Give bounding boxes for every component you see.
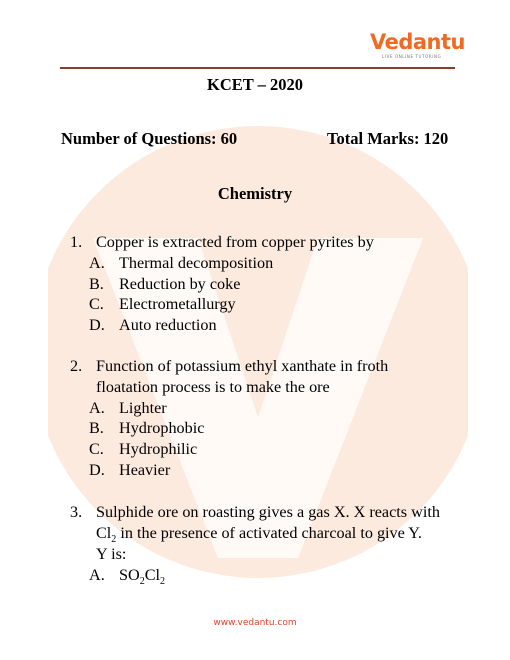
- option-text: Lighter: [119, 399, 167, 417]
- option-text: Reduction by coke: [119, 275, 241, 293]
- option-letter: B.: [89, 275, 104, 293]
- subscript: 2: [160, 576, 165, 588]
- header-rule: [60, 67, 455, 69]
- option-text: Thermal decomposition: [119, 254, 274, 272]
- question-text-line-3: Y is:: [96, 545, 127, 563]
- option-text: [119, 565, 165, 593]
- question-count: Number of Questions: 60: [61, 129, 238, 148]
- question-text-line-2: floatation process is to make the ore: [96, 378, 330, 396]
- subscript: 2: [139, 576, 145, 588]
- option-letter: A.: [89, 254, 105, 272]
- total-marks: Total Marks: 120: [327, 129, 449, 148]
- chem-part: Cl: [144, 566, 160, 584]
- chem-element: Cl: [96, 524, 112, 542]
- option-letter: A.: [89, 566, 105, 584]
- option-letter: D.: [89, 461, 105, 479]
- option-letter: D.: [89, 316, 105, 334]
- question-number: 2.: [70, 357, 83, 375]
- subscript: 2: [111, 534, 117, 546]
- option-text: Hydrophobic: [119, 419, 205, 437]
- chem-part: SO: [119, 566, 140, 584]
- logo-wordmark: Vedantu: [370, 30, 465, 54]
- option-letter: A.: [89, 399, 105, 417]
- question-text-line-1: Function of potassium ethyl xanthate in froth: [96, 357, 389, 375]
- option-text: Hydrophilic: [119, 440, 198, 458]
- question-number: 3.: [70, 503, 83, 521]
- vedantu-logo: [368, 28, 465, 62]
- question-text-line-2: [96, 523, 422, 551]
- option-letter: C.: [89, 295, 104, 313]
- logo-tagline: LIVE ONLINE TUTORING: [382, 54, 442, 59]
- question-text: Copper is extracted from copper pyrites by: [96, 233, 374, 251]
- chem-text: in the presence of activated charcoal to give Y.: [116, 524, 422, 542]
- question-number: 1.: [70, 233, 83, 251]
- option-letter: B.: [89, 419, 104, 437]
- question-text-line-1: Sulphide ore on roasting gives a gas X. X reacts with: [96, 503, 440, 521]
- option-text: Electrometallurgy: [119, 295, 236, 313]
- option-text: Heavier: [119, 461, 171, 479]
- exam-title: KCET – 2020: [207, 75, 303, 94]
- footer-url[interactable]: www.vedantu.com: [213, 618, 297, 628]
- option-text: Auto reduction: [119, 316, 217, 334]
- subject-heading: Chemistry: [217, 184, 293, 203]
- option-letter: C.: [89, 440, 104, 458]
